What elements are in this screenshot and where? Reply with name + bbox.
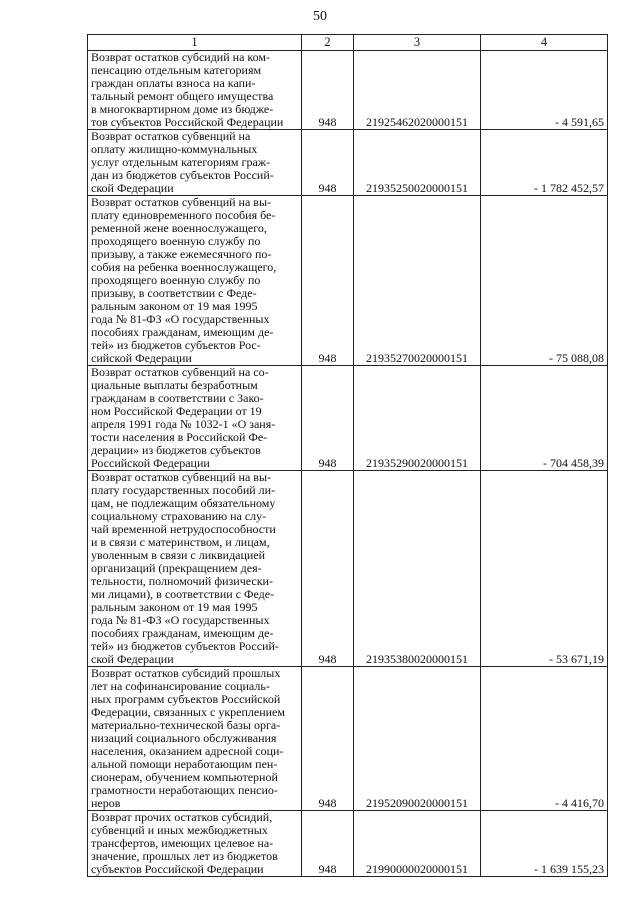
column-header-admin-code: 2 [302,35,354,51]
table-row [88,811,608,877]
table-row [88,667,608,811]
row-admin-code-cell: 948 [302,811,354,877]
column-header-name: 1 [88,35,302,51]
budget-returns-table [87,34,608,877]
table-row [88,51,608,130]
row-amount-cell: - 704 458,39 [481,366,608,471]
row-name-cell: Возврат остатков субвенций на со- циальные выплаты безработным гражданам в соответствии с Зако- ном Российской Федерации от 19 апреля 1991 года № 1032-1 «О заня- тости населения в Российской Фе- дерации» из бюджетов субъектов Российской Федерации [88,366,302,471]
row-name-cell: Возврат остатков субсидий на ком- пенсацию отдельным категориям граждан оплаты взноса на капи- тальный ремонт общего имущества в многоквартирном доме из бюдже- тов субъектов Российской Федерации [88,51,302,130]
page-number: 50 [313,9,327,24]
table-row [88,196,608,366]
column-header-kbk: 3 [354,35,481,51]
row-amount-cell: - 1 782 452,57 [481,130,608,196]
row-kbk-cell: 21952090020000151 [354,667,481,811]
row-kbk-cell: 21935250020000151 [354,130,481,196]
row-kbk-cell: 21925462020000151 [354,51,481,130]
row-name-cell: Возврат остатков субвенций на оплату жилищно-коммунальных услуг отдельным категориям граж- дан из бюджетов субъектов Россий- ской Федерации [88,130,302,196]
row-name-cell: Возврат остатков субвенций на вы- плату государственных пособий ли- цам, не подлежащим обязательному социальному страхованию на слу- чай временной нетрудоспособности и в связи с материнством, и лицам, уволенным в связи с ликвидацией организаций (прекращением дея- тельности, полномочий физически- ми лицами), в соответствии с Феде- ральным законом от 19 мая 1995 года № 81-ФЗ «О государственных пособиях гражданам, имеющим де- тей» из бюджетов субъектов Россий- ской Федерации [88,471,302,667]
row-amount-cell: - 53 671,19 [481,471,608,667]
row-name-cell: Возврат остатков субвенций на вы- плату единовременного пособия бе- ременной жене военнослужащего, проходящего военную службу по призыву, а также ежемесячного по- собия на ребенка военнослужащего, проходящего военную службу по призыву, в соответствии с Феде- ральным законом от 19 мая 1995 года № 81-ФЗ «О государственных пособиях гражданам, имеющим де- тей» из бюджетов субъектов Рос- сийской Федерации [88,196,302,366]
row-kbk-cell: 21935380020000151 [354,471,481,667]
table-row [88,471,608,667]
row-amount-cell: - 4 416,70 [481,667,608,811]
row-kbk-cell: 21990000020000151 [354,811,481,877]
row-admin-code-cell: 948 [302,471,354,667]
row-admin-code-cell: 948 [302,366,354,471]
table-row [88,366,608,471]
row-admin-code-cell: 948 [302,130,354,196]
column-header-amount: 4 [481,35,608,51]
row-admin-code-cell: 948 [302,196,354,366]
row-kbk-cell: 21935270020000151 [354,196,481,366]
row-admin-code-cell: 948 [302,51,354,130]
table-header-row [88,35,608,51]
row-amount-cell: - 1 639 155,23 [481,811,608,877]
row-kbk-cell: 21935290020000151 [354,366,481,471]
row-name-cell: Возврат остатков субсидий прошлых лет на софинансирование социаль- ных программ субъектов Российской Федерации, связанных с укреплением материально-технической базы орга- низаций социального обслуживания населения, оказанием адресной соци- альной помощи неработающим пен- сионерам, обучением компьютерной грамотности неработающих пенсио- неров [88,667,302,811]
row-amount-cell: - 4 591,65 [481,51,608,130]
row-name-cell: Возврат прочих остатков субсидий, субвенций и иных межбюджетных трансфертов, имеющих целевое на- значение, прошлых лет из бюджетов субъектов Российской Федерации [88,811,302,877]
table-row [88,130,608,196]
row-admin-code-cell: 948 [302,667,354,811]
row-amount-cell: - 75 088,08 [481,196,608,366]
